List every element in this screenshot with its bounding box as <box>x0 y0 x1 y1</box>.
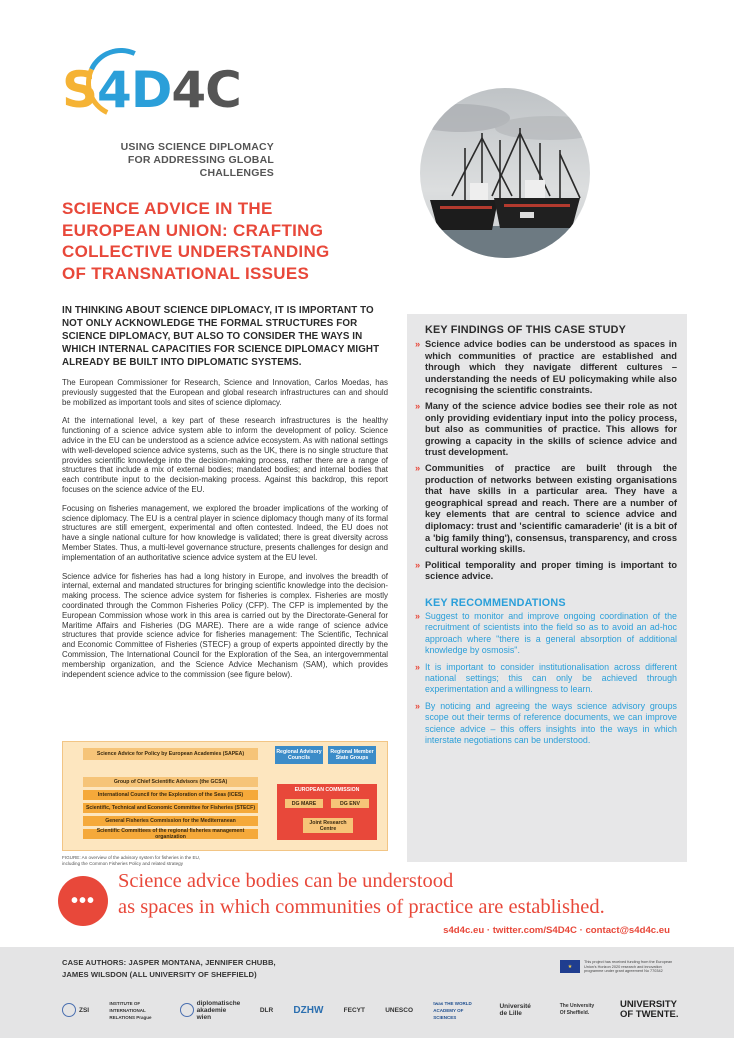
authors-line-1: CASE AUTHORS: JASPER MONTANA, JENNIFER CHUBB, <box>62 958 276 967</box>
tagline-line-2: FOR ADDRESSING GLOBAL CHALLENGES <box>127 154 274 179</box>
logo-text: S4D4C <box>62 61 241 119</box>
authors-line-2: JAMES WILSDON (ALL UNIVERSITY OF SHEFFIELD) <box>62 969 257 979</box>
fishing-boats-photo <box>420 88 590 258</box>
eu-funding-text: This project has received funding from the European Union's Horizon 2020 research and innovation programme under grant agreement No 770342 <box>584 960 673 974</box>
partner-logo-lille: Université de Lille <box>499 1003 531 1017</box>
title-line-4: OF TRANSNATIONAL ISSUES <box>62 263 310 283</box>
partner-logo-twas: twas THE WORLD ACADEMY OF SCIENCES <box>433 1000 472 1020</box>
tagline <box>62 141 274 180</box>
recommendation-item: » Suggest to monitor and improve ongoing coordination of the recruitment of scientists into the field so as to avoid an ad-hoc approach where "there is a general absorption of additional knowledge by osmosis". <box>415 611 677 657</box>
diagram-box-sapea: Science Advice for Policy by European Academies (SAPEA) <box>83 748 258 760</box>
diagram-box-dg-mare: DG MARE <box>285 799 323 808</box>
diagram-box-rfmo: Scientific Committees of the regional fisheries management organization <box>83 829 258 839</box>
quote-line-1: Science advice bodies can be understood <box>118 870 454 892</box>
diagram-box-gfcm: General Fisheries Commission for the Mediterranean <box>83 816 258 826</box>
title-line-2: EUROPEAN UNION: CRAFTING <box>62 220 324 240</box>
recommendation-item: » By noticing and agreeing the ways science advisory groups scope out their terms of reference documents, we can improve science advice – this offers insights into the ways in which interstate negotiations can be understood. <box>415 701 677 747</box>
body-paragraph: At the international level, a key part of these research infrastructures is the healthy functioning of a science advice system able to inform the development of policy. Science advice in the EU can be understood as a science advice ecosystem. As with national settings with well-developed science advice systems, such as the UK, there is no single structure that provides scientific knowledge into the decision-making process, rather there are a range of structures that include a mix of external bodies; mandated bodies; and internal bodies that each contribute input to the decision-making process. Against this backdrop, this report focuses on the science advice of the EU. <box>62 416 388 494</box>
finding-item: » Political temporality and proper timing is important to science advice. <box>415 560 677 583</box>
da-wien-icon <box>180 1003 194 1017</box>
partner-logo-dlr: DLR <box>259 1006 274 1014</box>
body-paragraph: Focusing on fisheries management, we explored the broader implications of the working of science diplomacy. The EU is a central player in science diplomacy though many of its formal structures are still emergent, experimental and often contested. Indeed, the EU does not have a single national culture for how knowledge is validated; there is great diversity across Member States. Thus, a multi-level governance structure, presents challenges for design and implementation of an authoritative science advice system at the EU level. <box>62 503 388 562</box>
partner-logos <box>62 997 682 1023</box>
lead-paragraph: IN THINKING ABOUT SCIENCE DIPLOMACY, IT IS IMPORTANT TO NOT ONLY ACKNOWLEDGE THE FORMAL STRUCTURES FOR SCIENCE DIPLOMACY, BUT ALSO TO CONSIDER THE WAYS IN WHICH INTERNAL CAPACITIES FOR SCIENCE DIPLOMACY MIGHT ALREADY BE BUILT INTO DIPLOMATIC SYSTEMS. <box>62 305 380 368</box>
quote-line-2: as spaces in which communities of practice are established. <box>118 896 605 918</box>
fisheries-advice-diagram <box>62 741 388 851</box>
recommendation-item: » It is important to consider institutionalisation across different national settings; this can only be achieved through experimentation and a willingness to learn. <box>415 662 677 696</box>
partner-logo-twente: UNIVERSITY OF TWENTE. <box>619 999 679 1020</box>
diagram-box-gcsa: Group of Chief Scientific Advisors (the GCSA) <box>83 777 258 787</box>
partner-logo-dzhw: DZHW <box>293 1004 324 1016</box>
partner-logo-zsi: ZSI <box>62 1003 89 1017</box>
tagline-line-1: USING SCIENCE DIPLOMACY <box>120 141 274 153</box>
eu-flag-icon: ★ <box>560 960 580 973</box>
diagram-box-ices: International Council for the Exploration of the Seas (ICES) <box>83 790 258 800</box>
partner-logo-sheffield: The University Of Sheffield. <box>559 1003 595 1016</box>
main-title <box>62 198 362 284</box>
finding-item: » Communities of practice are built through the production of networks between existing organisations that have skills in a particular area. They have a geographical spread and reach. There are a number of key elements that are central to science advice and diplomacy: trust and 'scientific camaraderie' (it is a bit of a 'big family thing'), consensus, transparency, and cross cultural working skills. <box>415 463 677 556</box>
case-authors <box>62 957 322 980</box>
partner-logo-fecyt: FECYT <box>343 1006 365 1014</box>
left-column <box>62 304 388 688</box>
finding-item: » Many of the science advice bodies see their role as not only providing evidentiary input into the policy process, but also as communities of practice. This allows for growing a capacity in the skills of science advice and trust development. <box>415 401 677 459</box>
s4d4c-logo <box>62 48 282 120</box>
partner-logo-unesco: UNESCO <box>385 1006 414 1014</box>
findings-heading: KEY FINDINGS OF THIS CASE STUDY <box>425 324 626 336</box>
caption-line-2: including the Common Fisheries Policy and related strategy <box>62 860 184 866</box>
eu-funding-notice <box>560 960 680 974</box>
title-line-3: COLLECTIVE UNDERSTANDING <box>62 242 330 261</box>
diagram-box-rac: Regional Advisory Councils <box>275 746 323 764</box>
partner-logo-da-wien: diplomatische akademie wien <box>180 1000 240 1021</box>
diagram-caption <box>62 855 262 866</box>
recommendations-heading: KEY RECOMMENDATIONS <box>425 596 566 609</box>
diagram-box-rmsg: Regional Member State Groups <box>328 746 376 764</box>
contact-links[interactable]: s4d4c.eu · twitter.com/S4D4C · contact@s4d4c.eu <box>443 925 670 936</box>
diagram-box-stecf: Scientific, Technical and Economic Committee for Fisheries (STECF) <box>83 803 258 813</box>
diagram-box-commission: EUROPEAN COMMISSION <box>277 784 377 840</box>
caption-line-1: FIGURE: An overview of the advisory system for fisheries in the EU, <box>62 855 201 860</box>
diagram-box-dg-env: DG ENV <box>331 799 369 808</box>
key-findings-panel <box>407 314 687 862</box>
fishing-boats-illustration <box>420 88 590 258</box>
finding-item: » Science advice bodies can be understood as spaces in which communities of practice are established and through which they navigate different cultures – understanding the needs of EU policymaking while also recognising the scientific constraints. <box>415 339 677 397</box>
partner-logo-iir: INSTITUTE OF INTERNATIONAL RELATIONS Prague <box>109 1000 152 1020</box>
zsi-icon <box>62 1003 76 1017</box>
speech-bubble-icon: ••• <box>58 876 108 926</box>
title-line-1: SCIENCE ADVICE IN THE <box>62 199 273 218</box>
pull-quote <box>118 868 678 920</box>
diagram-box-jrc: Joint Research Centre <box>303 818 353 833</box>
body-paragraph: Science advice for fisheries has had a long history in Europe, and involves the breadth of internal, external and mandated structures for bringing scientific knowledge into the decision-making process. The science advice system for fisheries is complex. Fisheries are mostly coordinated through the Common Fisheries Policy (CFP). The CFP is implemented by the European Commission whose work in this area is carried out by the Directorate-General for Maritime Affairs and Fisheries (DG MARE). There are a wide range of science advice structures that provide science advice for fisheries management: The Scientific, Technical and Economic Committee of Fisheries (STECF) a group of experts appointed directly by the Commission, The International Council for the Exploration of the Sea, an intergovernmental membership organization, and the Science Advice Mechanism (SAM), which provides independent science advice to the commission (see figure below). <box>62 571 388 679</box>
body-paragraph: The European Commissioner for Research, Science and Innovation, Carlos Moedas, has previously suggested that the European and global research infrastructures can and should be mobilized as important tools and sites of science diplomacy. <box>62 378 388 407</box>
